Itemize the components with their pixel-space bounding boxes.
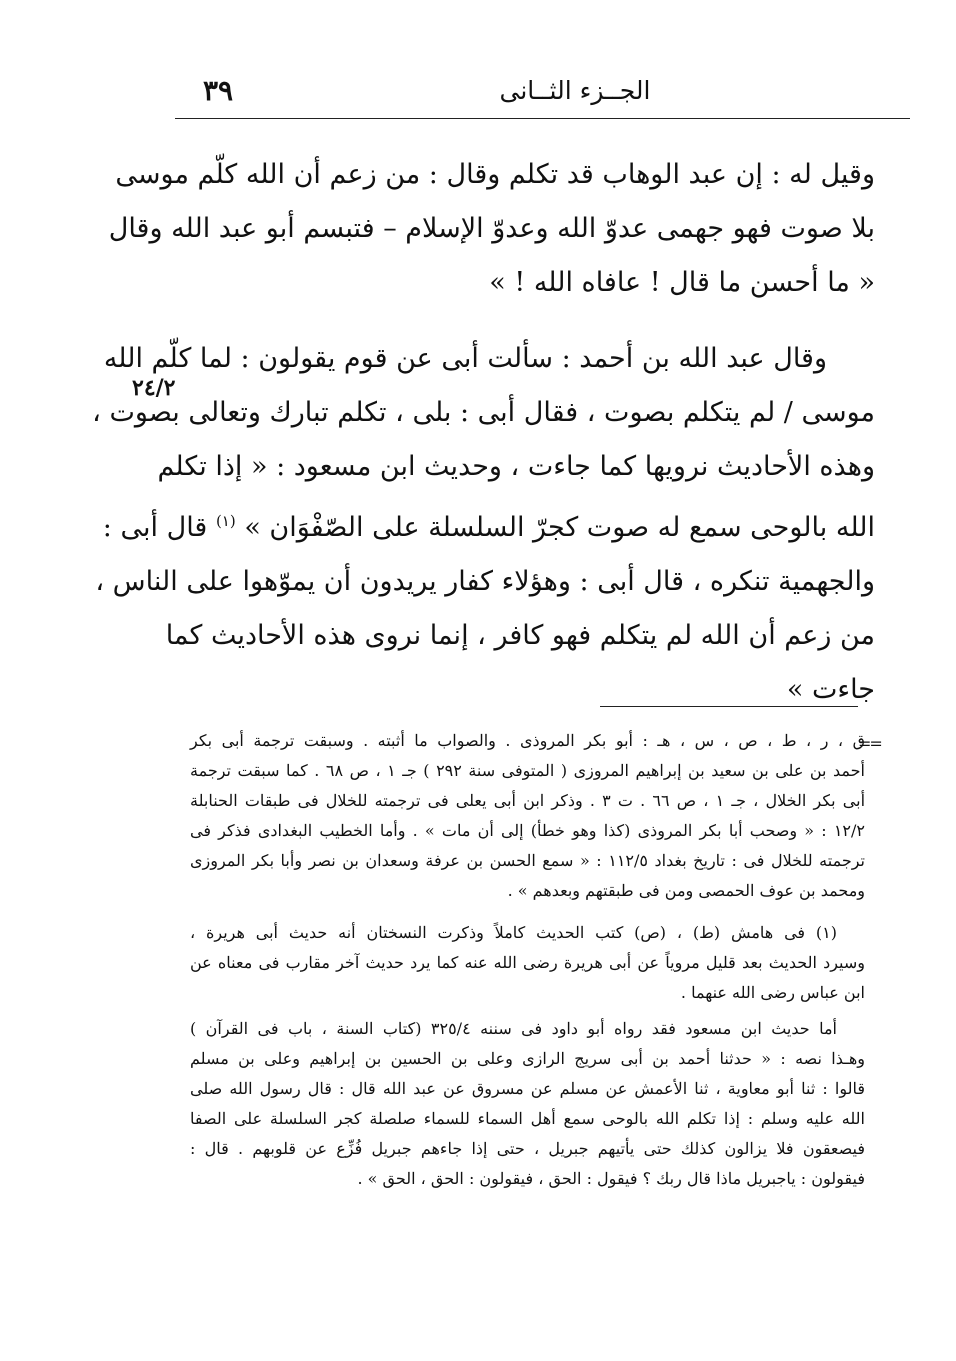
footnote-line: فيصعقون فلا يزالون كذلك حتى يأتيهم جبريل ، حتى إذا جاءهم جبريل فُزِّع عن قلوبهم . قال : <box>190 1139 865 1158</box>
footnote-line: ق ، ر ، ط ، ص ، س ، هـ : أبو بكر المروذى . والصواب ما أثبته . وسبقت ترجمة أبى بكر <box>190 731 865 750</box>
footnote-line: أما حديث ابن مسعود فقد رواه أبو داود فى سننه ٣٢٥/٤ (كتاب السنة ، باب فى القرآن ) <box>190 1019 837 1038</box>
footnote-line: أبى بكر الخلال ، جـ ١ ، ص ٦٦ . ت ٣ . وذكر ابن أبى يعلى فى ترجمته للخلال فى طبقات الحنابلة <box>190 791 866 810</box>
text-line: وقيل له : إن عبد الوهاب قد تكلم وقال : من زعم أن الله كلّم موسى <box>115 159 875 190</box>
footnote-line: قالوا : ثنا أبو معاوية ، ثنا الأعمش عن مسلم عن مسروق عن عبد الله قال : قال رسول الله صلى <box>190 1079 866 1098</box>
text-line: بلا صوت فهو جهمى عدوّ الله وعدوّ الإسلام – فتبسم أبو عبد الله وقال <box>108 213 875 244</box>
footnote-line: ترجمته للخلال فى : تاريخ بغداد ١١٢/٥ : « سمع الحسن بن عرفة وسعدان بن نصر وأبا بكر المروزى <box>190 851 865 870</box>
text-line: جاءت » <box>786 674 875 705</box>
footnote-line: ومحمد بن عوف الحمصى ومن فى طبقتهم وبعدهم » . <box>507 881 865 900</box>
text-segment: الله بالوحى سمع له صوت كجرّ السلسلة على الصّفْوَان » <box>244 512 875 543</box>
text-line: من زعم أن الله لم يتكلم فهو كافر ، إنما نروى هذه الأحاديث كما <box>165 620 875 651</box>
footnote-line: ابن عباس رضى الله عنهما . <box>680 983 865 1002</box>
text-line: موسى / لم يتكلم بصوت ، فقال أبى : بلى ، تكلم تبارك وتعالى بصوت ، <box>92 397 875 428</box>
footnote-line: وهـذا نصه : « حدثنا أحمد بن أبى سريج الرازى وعلى بن الحسين بن إبراهيم وعلى بن مسلم <box>190 1049 865 1068</box>
text-line: والجهمية تنكره ، قال أبى : وهؤلاء كفار يريدون أن يموّهوا على الناس ، <box>95 566 875 597</box>
running-title: الجــزء الثــانى <box>499 76 651 105</box>
text-line <box>102 494 875 555</box>
page-number: ٣٩ <box>203 74 234 107</box>
footnote-line: الله عليه وسلم : إذا تكلم الله بالوحى سمع أهل السماء للسماء صلصلة كجر السلسلة على الصفا <box>190 1109 865 1128</box>
footnotes <box>190 726 865 1194</box>
footnote-line: أحمد بن على بن سعيد بن إبراهيم المروزى ( المتوفى سنة ٢٩٢ ) جـ ١ ، ص ٦٨ . كما سبقت ترجمة <box>190 761 865 780</box>
text-line: وقال عبد الله بن أحمد : سألت أبى عن قوم يقولون : لما كلّم الله <box>103 343 827 374</box>
footnote-continued <box>190 726 865 906</box>
footnote-1 <box>190 918 865 1008</box>
text-line: وهذه الأحاديث نرويها كما جاءت ، وحديث ابن مسعود : « إذا تكلم <box>157 451 875 482</box>
footnote-line: ١٢/٢ : « وصحب أبا بكر المروذى (كذا وهو خطأ) إلى أن مات » . وأما الخطيب البغدادى فذكر فى <box>190 821 865 840</box>
margin-reference: ٢٤/٢ <box>132 375 176 401</box>
footnote-line: فيقولون : ياجبريل ماذا قال ربك ؟ فيقول : الحق ، فيقولون : الحق ، الحق » . <box>357 1169 865 1188</box>
page-header <box>175 62 910 122</box>
footnote-line: وسيرد الحديث بعد قليل مروياً عن أبى هريرة رضى الله عنه كما يرد حديث آخر مقارب فى معناه عن <box>190 953 865 972</box>
footnote-1-continued <box>190 1014 865 1194</box>
footnote-line: (١) فى هامش (ط) ، (ص) كتب الحديث كاملاً وذكرت النسختان أنه حديث أبى هريرة ، <box>190 923 837 942</box>
header-rule <box>175 118 910 119</box>
footnote-continuation-marker: == <box>858 734 881 753</box>
paragraph-1 <box>108 148 875 310</box>
footnote-reference[interactable]: (١) <box>215 512 236 530</box>
text-segment: قال أبى : <box>102 512 208 543</box>
footnote-rule <box>600 706 858 707</box>
text-line: « ما أحسن ما قال ! عافاه الله ! » <box>489 267 875 298</box>
